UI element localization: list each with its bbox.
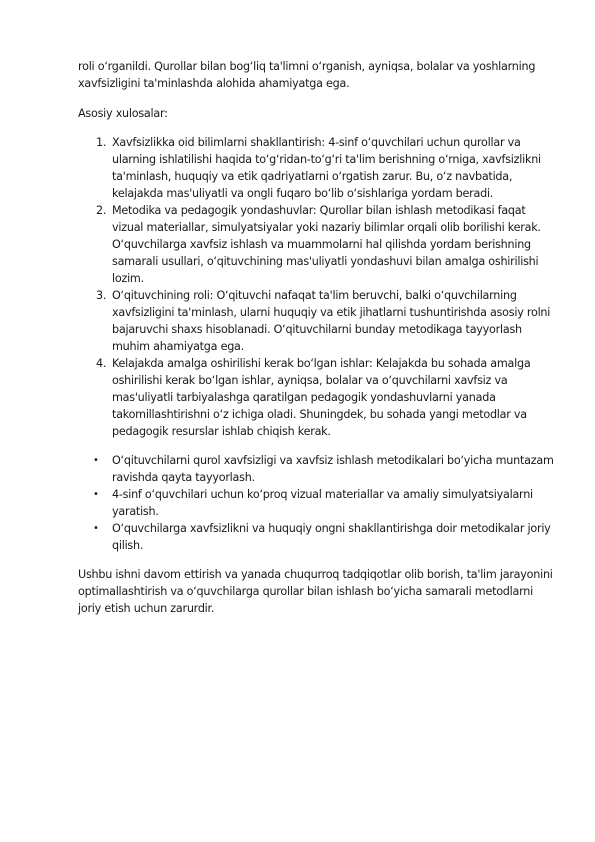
numbered-list-item xyxy=(78,287,556,355)
bullet-list-item xyxy=(78,520,556,554)
list-item-text: Xavfsizlikka oid bilimlarni shakllantirish: 4-sinf o‘quvchilari uchun qurollar va ularning ishlatilishi haqida to‘g‘ridan-to‘g‘ri ta'lim berishning o‘rniga, xavfsizlikni ta'minlash, huquqiy va etik qadriyatlarni o‘rgatish zarur. Bu, o‘z navbatida, kelajakda mas'uliyatli va ongli fuqaro bo‘lib o‘sishlariga yordam beradi. xyxy=(112,136,541,200)
list-number: 2. xyxy=(96,204,107,217)
bullet-icon: • xyxy=(93,489,99,500)
bullet-icon: • xyxy=(93,455,99,466)
section-heading: Asosiy xulosalar: xyxy=(78,107,168,120)
list-item-text: Kelajakda amalga oshirilishi kerak bo‘lgan ishlar: Kelajakda bu sohada amalga oshirilishi kerak bo‘lgan ishlar, ayniqsa, bolalar va o‘quvchilarni xavfsiz va mas'uliyatli tarbiyalashga qaratilgan pedagogik yondashuvlarni yanada takomillashtirishni o‘z ichiga oladi. Shuningdek, bu sohada yangi metodlar va pedagogik resurslar ishlab chiqish kerak. xyxy=(112,357,531,438)
list-number: 3. xyxy=(96,289,107,302)
bullet-list-item xyxy=(78,486,556,520)
conclusion-paragraph: Ushbu ishni davom ettirish va yanada chuqurroq tadqiqotlar olib borish, ta'lim jarayonini optimallashtirish va o‘quvchilarga qurollar bilan ishlash bo‘yicha samarali metodlarni joriy etish uchun zarurdir. xyxy=(78,568,553,615)
intro-paragraph: roli o‘rganildi. Qurollar bilan bog‘liq ta'limni o‘rganish, ayniqsa, bolalar va yoshlarning xavfsizligini ta'minlashda alohida ahamiyatga ega. xyxy=(78,60,536,90)
numbered-list xyxy=(78,134,556,440)
bullet-icon: • xyxy=(93,523,99,534)
numbered-list-item xyxy=(78,134,556,202)
list-number: 4. xyxy=(96,357,107,370)
document-page xyxy=(78,58,556,617)
bullet-list-item xyxy=(78,452,556,486)
numbered-list-item xyxy=(78,355,556,440)
bullet-list xyxy=(78,452,556,554)
list-item-text: 4-sinf o‘quvchilari uchun ko‘proq vizual materiallar va amaliy simulyatsiyalarni yaratish. xyxy=(112,488,533,518)
list-item-text: Metodika va pedagogik yondashuvlar: Qurollar bilan ishlash metodikasi faqat vizual materiallar, simulyatsiyalar yoki nazariy bilimlar orqali olib borilishi kerak. O‘quvchilarga xavfsiz ishlash va muammolarni hal qilishda yordam berishning samarali usullari, o‘qituvchining mas'uliyatli yondashuvi bilan amalga oshirilishi lozim. xyxy=(112,204,541,285)
list-item-text: O‘qituvchining roli: O‘qituvchi nafaqat ta'lim beruvchi, balki o‘quvchilarning xavfsizligini ta'minlash, ularni huquqiy va etik jihatlarni tushuntirishda asosiy rolni bajaruvchi shaxs hisoblanadi. O‘qituvchilarni bunday metodikaga tayyorlash muhim ahamiyatga ega. xyxy=(112,289,551,353)
list-item-text: O‘qituvchilarni qurol xavfsizligi va xavfsiz ishlash metodikalari bo‘yicha muntazam ravishda qayta tayyorlash. xyxy=(112,454,554,484)
list-number: 1. xyxy=(96,136,107,149)
numbered-list-item xyxy=(78,202,556,287)
list-item-text: O‘quvchilarga xavfsizlikni va huquqiy ongni shakllantirishga doir metodikalar joriy qilish. xyxy=(112,522,551,552)
